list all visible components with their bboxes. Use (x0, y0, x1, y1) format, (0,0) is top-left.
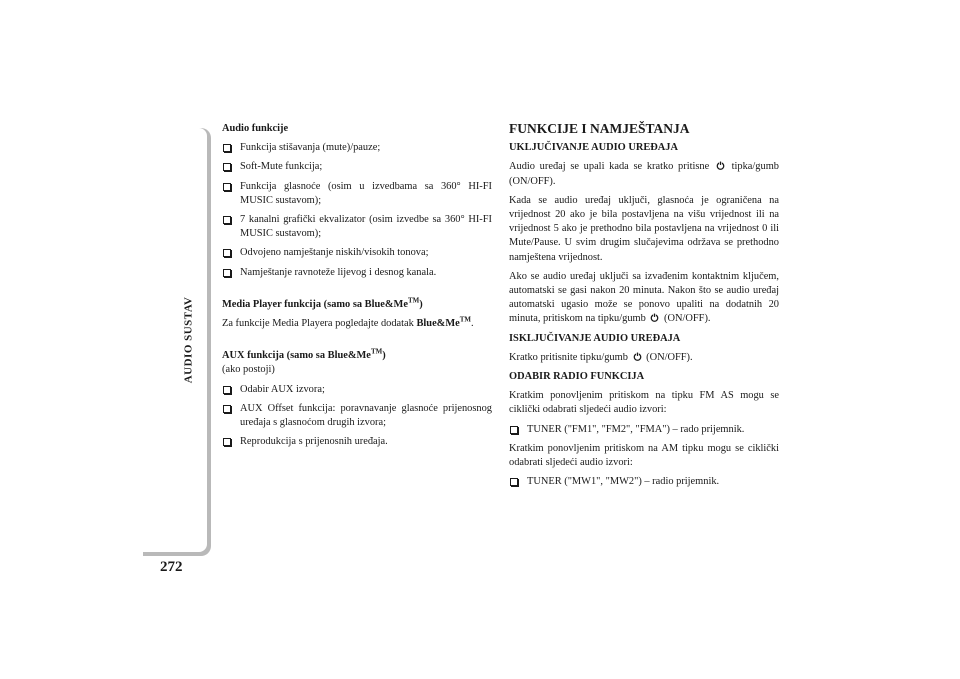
list-item: TUNER ("FM1", "FM2", "FMA") – rado prijemnik. (509, 423, 779, 437)
media-text: Za funkcije Media Playera pogledajte dodatak Blue&Me™. (222, 315, 474, 330)
section-label: AUDIO SUSTAV (182, 296, 194, 384)
off-heading: ISKLJUČIVANJE AUDIO UREĐAJA (509, 332, 681, 344)
on-heading: UKLJUČIVANJE AUDIO UREĐAJA (509, 142, 678, 154)
page-number: 272 (160, 559, 183, 575)
off-paragraph: Kratko pritisnite tipku/gumb (ON/OFF). (509, 351, 693, 363)
audio-list (222, 141, 492, 280)
aux-subtitle: (ako postoji) (222, 364, 275, 376)
list-item: Reprodukcija s prijenosnih uređaja. (222, 435, 492, 449)
list-item: Namještanje ravnoteže lijevog i desnog kanala. (222, 266, 492, 280)
on-paragraph-3: Ako se audio uređaj uključi sa izvađenim kontaktnim ključem, automatski se gasi nakon 20 minuta. Nakon što se audio uređaj automatski ugasio može se ponovo upaliti na dodatnih 20 minuta, pritiskom na tipku/gumb (ON/OFF). (509, 270, 779, 325)
audio-heading: Audio funkcije (222, 123, 289, 134)
radio-paragraph-1: Kratkim ponovljenim pritiskom na tipku FM AS mogu se ciklički odabrati sljedeći audio izvori: (509, 390, 779, 416)
list-item: Funkcija glasnoće (osim u izvedbama sa 360° HI-FI MUSIC sustavom); (222, 180, 492, 208)
radio-list-2 (509, 475, 779, 489)
aux-heading: AUX funkcija (samo sa Blue&Me™) (222, 347, 386, 362)
radio-list-1 (509, 423, 779, 437)
media-heading: Media Player funkcija (samo sa Blue&Me™) (222, 296, 423, 310)
on-paragraph-2: Kada se audio uređaj uključi, glasnoća je ograničena na vrijednost 20 ako je bila postavljena na višu vrijednost ili na vrijednost 5 ako je prethodno bila postavljena na vrijednost 0 ili Mute/Pause. U svim drugim slučajevima održava se prethodno namještena vrijednost. (509, 194, 779, 263)
list-item: Odvojeno namještanje niskih/visokih tonova; (222, 246, 492, 260)
list-item: Soft-Mute funkcija; (222, 160, 492, 174)
power-icon (716, 161, 725, 170)
list-item: Funkcija stišavanja (mute)/pauze; (222, 141, 492, 155)
power-icon (650, 313, 659, 322)
list-item: TUNER ("MW1", "MW2") – radio prijemnik. (509, 475, 779, 489)
on-paragraph-1: Audio uređaj se upali kada se kratko pritisne tipka/gumb (ON/OFF). (509, 161, 779, 187)
list-item: Odabir AUX izvora; (222, 383, 492, 397)
section-title: FUNKCIJE I NAMJEŠTANJA (509, 121, 690, 136)
list-item: 7 kanalni grafički ekvalizator (osim izvedbe sa 360° HI-FI MUSIC sustavom); (222, 213, 492, 241)
power-icon (633, 352, 642, 361)
list-item: AUX Offset funkcija: poravnavanje glasnoće prijenosnog uređaja s glasnoćom drugih izvora; (222, 402, 492, 430)
radio-paragraph-2: Kratkim ponovljenim pritiskom na AM tipku mogu se ciklički odabrati sljedeći audio izvori: (509, 442, 779, 469)
right-column (509, 122, 779, 494)
left-column (222, 122, 492, 454)
radio-heading: ODABIR RADIO FUNKCIJA (509, 371, 645, 383)
aux-list (222, 383, 492, 450)
